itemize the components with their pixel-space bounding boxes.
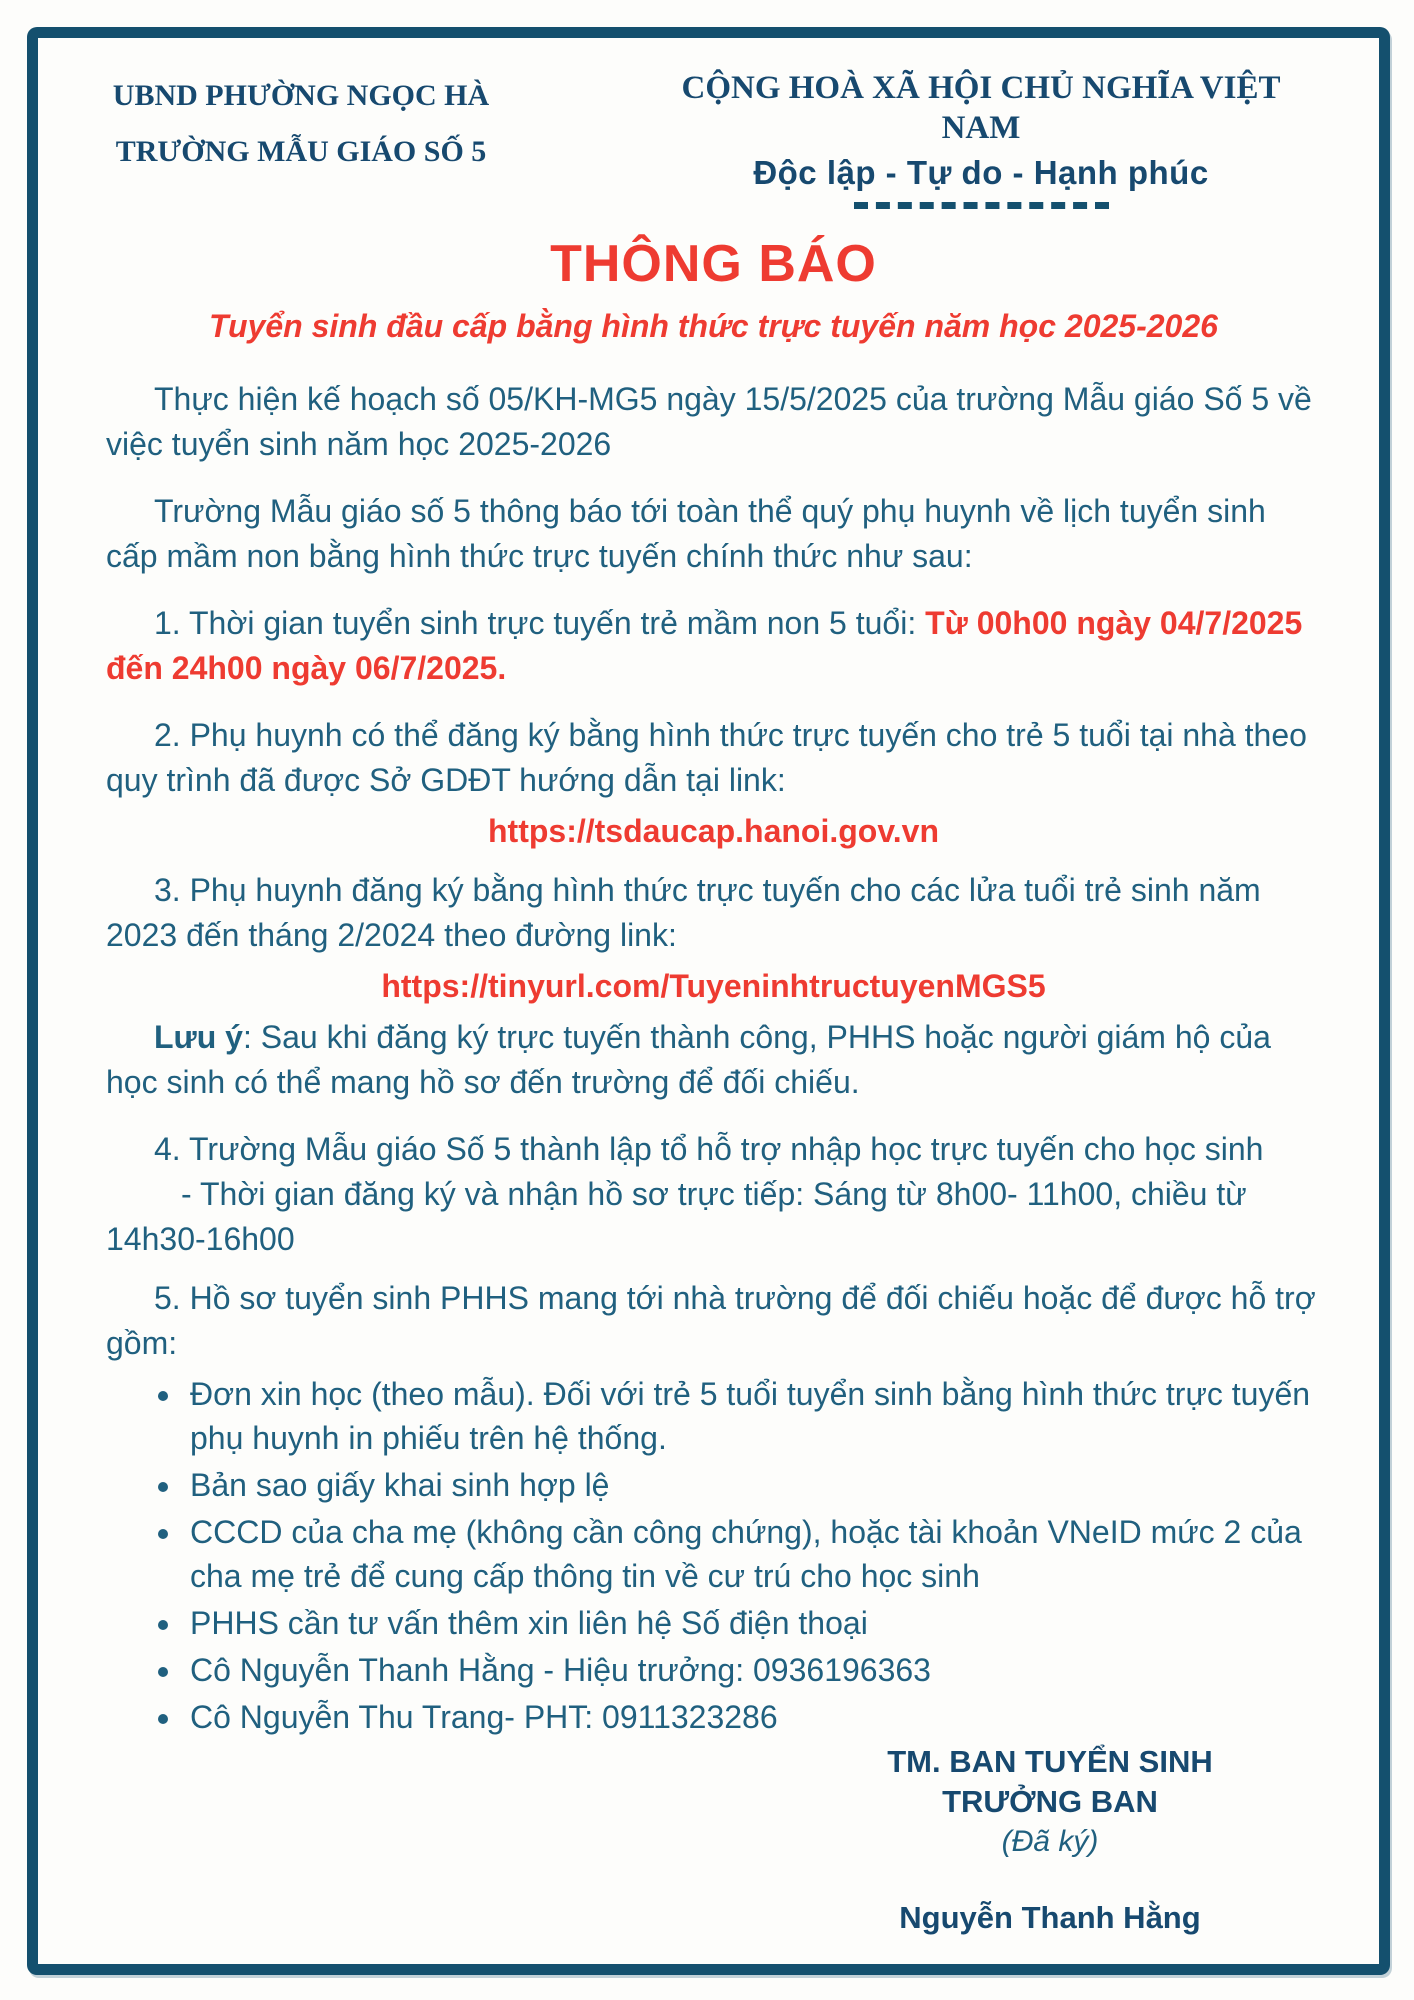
- note-label: Lưu ý: [154, 1019, 243, 1055]
- paragraph-intro-1: Thực hiện kế hoạch số 05/KH-MG5 ngày 15/5/2025 của trường Mẫu giáo Số 5 về việc tuyển sinh năm học 2025-2026: [106, 381, 1312, 462]
- document-subtitle: Tuyển sinh đầu cấp bằng hình thức trực tuyến năm học 2025-2026: [209, 308, 1218, 344]
- paragraph-intro-2: Trường Mẫu giáo số 5 thông báo tới toàn thể quý phụ huynh về lịch tuyển sinh cấp mầm non bằng hình thức trực tuyến chính thức như sau:: [106, 493, 1266, 574]
- paragraph-item-4: 4. Trường Mẫu giáo Số 5 thành lập tổ hỗ trợ nhập học trực tuyến cho học sinh: [154, 1131, 1264, 1167]
- national-motto: Độc lập - Tự do - Hạnh phúc: [753, 154, 1209, 191]
- enrollment-portal-link[interactable]: https://tsdaucap.hanoi.gov.vn: [488, 813, 939, 849]
- signature-role: TRƯỞNG BAN: [942, 1784, 1158, 1819]
- national-header-block: [641, 60, 1321, 209]
- signed-indicator: (Đã ký): [1001, 1825, 1099, 1858]
- list-item-vice-principal-phone: • Cô Nguyễn Thu Trang- PHT: 0911323286: [184, 1695, 1321, 1739]
- list-item-birth-certificate: • Bản sao giấy khai sinh hợp lệ: [184, 1463, 1321, 1507]
- paragraph-item-2: 2. Phụ huynh có thể đăng ký bằng hình thức trực tuyến cho trẻ 5 tuổi tại nhà theo quy trình đã được Sở GDĐT hướng dẫn tại link:: [106, 717, 1307, 798]
- item1-label: 1. Thời gian tuyển sinh trực tuyến trẻ mầm non 5 tuổi:: [154, 605, 926, 641]
- list-item-principal-phone: • Cô Nguyễn Thanh Hằng - Hiệu trưởng: 0936196363: [184, 1648, 1321, 1692]
- paragraph-item-4-schedule: - Thời gian đăng ký và nhận hồ sơ trực tiếp: Sáng từ 8h00- 11h00, chiều từ 14h30-16h00: [106, 1176, 1247, 1257]
- signatory-name: Nguyễn Thanh Hằng: [899, 1900, 1201, 1935]
- org-name-line1: UBND PHƯỜNG NGỌC HÀ: [112, 79, 490, 112]
- org-name-line2: TRƯỜNG MẪU GIÁO SỐ 5: [115, 135, 487, 168]
- motto-divider: [854, 202, 1109, 209]
- signature-committee: TM. BAN TUYỂN SINH: [887, 1744, 1213, 1779]
- required-documents-list: [150, 1372, 1321, 1739]
- paragraph-item-3: 3. Phụ huynh đăng ký bằng hình thức trực tuyến cho các lửa tuổi trẻ sinh năm 2023 đến tháng 2/2024 theo đường link:: [106, 872, 1261, 953]
- list-item-cccd-vneid: • CCCD của cha mẹ (không cần công chứng), hoặc tài khoản VNeID mức 2 của cha mẹ trẻ để cung cấp thông tin về cư trú cho học sinh: [184, 1510, 1321, 1598]
- document-frame: [27, 27, 1390, 1975]
- signature-block: [835, 1742, 1265, 1938]
- list-item-contact-note: • PHHS cần tư vấn thêm xin liên hệ Số điện thoại: [184, 1601, 1321, 1645]
- document-header: [106, 60, 1321, 209]
- document-title: THÔNG BÁO: [550, 235, 877, 293]
- paragraph-item-5: 5. Hồ sơ tuyển sinh PHHS mang tới nhà trường để đối chiếu hoặc để được hỗ trợ gồm:: [106, 1280, 1316, 1361]
- list-item-application-form: • Đơn xin học (theo mẫu). Đối với trẻ 5 tuổi tuyển sinh bằng hình thức trực tuyến phụ huynh in phiếu trên hệ thống.: [184, 1372, 1321, 1460]
- note-text: : Sau khi đăng ký trực tuyến thành công, PHHS hoặc người giám hộ của học sinh có thể mang hồ sơ đến trường để đối chiếu.: [106, 1019, 1271, 1100]
- tinyurl-registration-link[interactable]: https://tinyurl.com/TuyeninhtructuyenMGS5: [381, 968, 1046, 1004]
- paragraph-note: [106, 1015, 1321, 1105]
- item1-highlight-dates: Từ 00h00 ngày 04/7/2025 đến 24h00 ngày 06/7/2025.: [106, 605, 1303, 686]
- paragraph-item-1: [106, 601, 1321, 691]
- issuing-org-block: [106, 60, 496, 180]
- national-title: CỘNG HOÀ XÃ HỘI CHỦ NGHĨA VIỆT NAM: [681, 70, 1281, 146]
